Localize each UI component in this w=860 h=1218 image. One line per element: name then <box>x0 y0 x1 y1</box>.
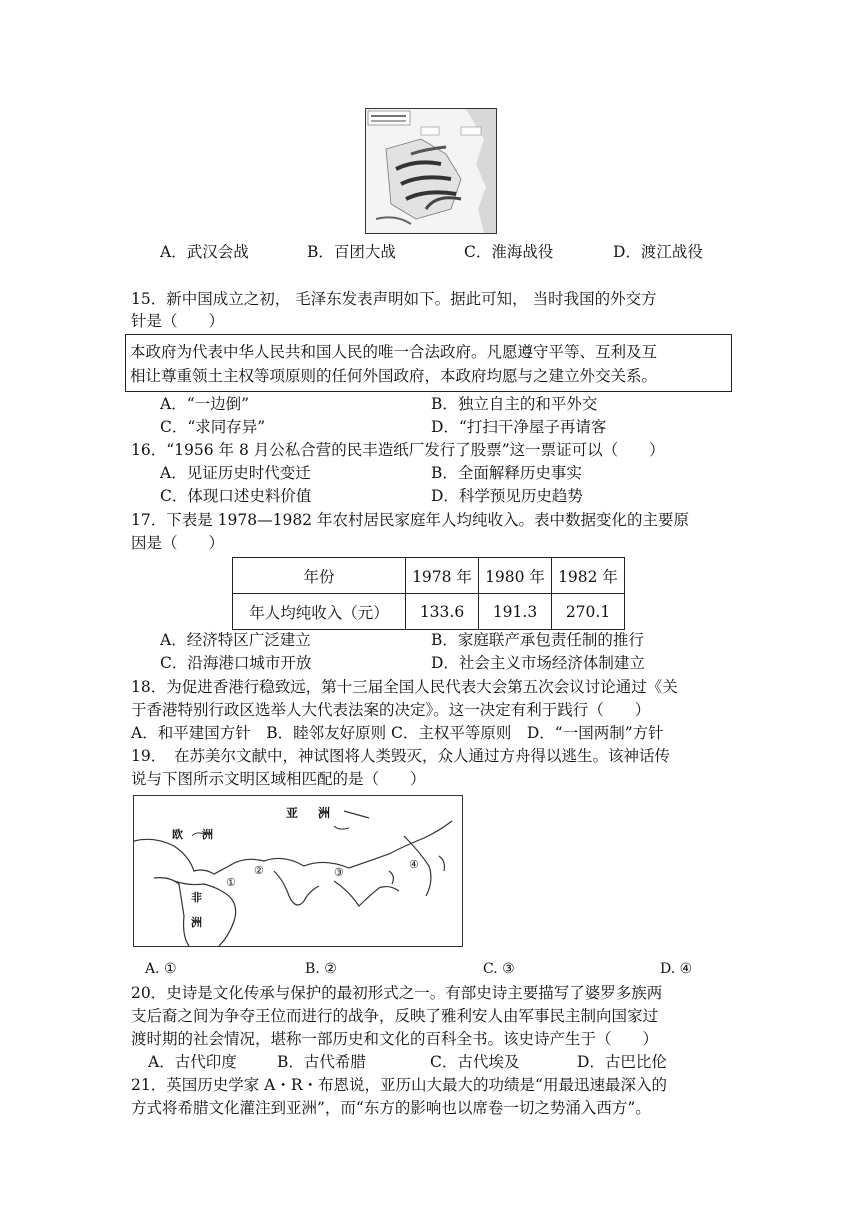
quote-box <box>125 334 732 392</box>
map-label-asia-1: 亚 <box>286 806 299 820</box>
table-cell: 270.1 <box>552 594 625 630</box>
question-17-stem: 17．下表是 1978—1982 年农村居民家庭年人均纯收入。表中数据变化的主要原 <box>131 511 689 529</box>
option-c: C．“求同存异” <box>160 418 266 436</box>
option-c: C．古代埃及 <box>430 1053 520 1071</box>
map-marker-1: ① <box>226 876 236 889</box>
option-a: A．“一边倒” <box>160 395 250 413</box>
option-a: A．见证历史时代变迁 <box>160 464 311 482</box>
table-cell: 1978 年 <box>406 558 479 594</box>
map-label-europe-1: 欧 <box>172 828 183 841</box>
option-c: C. ③ <box>483 961 515 977</box>
map-label-asia-2: 洲 <box>318 806 331 820</box>
map-marker-4: ④ <box>409 858 419 871</box>
map-marker-2: ② <box>254 864 264 877</box>
option-b: B．百团大战 <box>307 243 396 261</box>
option-d: D．古巴比伦 <box>577 1053 667 1071</box>
map-label-africa-1: 非 <box>191 891 202 904</box>
question-15-stem: 15．新中国成立之初， 毛泽东发表声明如下。据此可知， 当时我国的外交方 <box>131 290 657 308</box>
question-18-stem: 18．为促进香港行稳致远，第十三届全国人民代表大会第五次会议讨论通过《关 <box>131 678 678 696</box>
table-cell: 1982 年 <box>552 558 625 594</box>
option-a: A．经济特区广泛建立 <box>160 631 311 649</box>
question-16-stem: 16．“1956 年 8 月公私合营的民丰造纸厂发行了股票”这一票证可以（ ） <box>131 441 665 459</box>
map-label-europe-2: 洲 <box>202 828 213 841</box>
table-cell: 年人均纯收入（元） <box>233 594 406 630</box>
table-cell: 1980 年 <box>479 558 552 594</box>
option-d: D．渡江战役 <box>613 243 703 261</box>
question-20-stem-cont2: 渡时期的社会情况，堪称一部历史和文化的百科全书。该史诗产生于（ ） <box>131 1030 659 1048</box>
option-b: B．家庭联产承包责任制的推行 <box>431 631 644 649</box>
option-d: D．“打扫干净屋子再请客 <box>431 418 607 436</box>
option-b: B. ② <box>305 961 337 977</box>
quote-line-1: 本政府为代表中华人民共和国人民的唯一合法政府。凡愿遵守平等、互利及互 <box>130 343 658 361</box>
table-cell: 133.6 <box>406 594 479 630</box>
question-15-stem-cont: 针是（ ） <box>131 312 225 330</box>
civilization-map-image <box>133 795 463 947</box>
option-c: C．体现口述史料价值 <box>160 487 312 505</box>
option-a: A．武汉会战 <box>160 243 249 261</box>
battle-map-image <box>365 108 497 234</box>
question-18-stem-cont: 于香港特别行政区选举人大代表法案的决定》。这一决定有利于践行（ ） <box>131 701 651 719</box>
option-c: C．沿海港口城市开放 <box>160 654 312 672</box>
option-d: D. ④ <box>660 961 693 977</box>
option-b: B．全面解释历史事实 <box>431 464 582 482</box>
quote-line-2: 相让尊重领土主权等项原则的任何外国政府，本政府均愿与之建立外交关系。 <box>130 367 658 385</box>
question-19-stem-cont: 说与下图所示文明区域相匹配的是（ ） <box>131 770 426 788</box>
question-20-stem-cont1: 支后裔之间为争夺王位而进行的战争，反映了雅利安人由军事民主制向国家过 <box>131 1007 659 1025</box>
table-row <box>233 594 625 630</box>
question-18-options: A．和平建国方针 B．睦邻友好原则 C．主权平等原则 D．“一国两制”方针 <box>131 724 664 742</box>
option-b: B．古代希腊 <box>277 1053 366 1071</box>
option-d: D．科学预见历史趋势 <box>431 487 583 505</box>
option-a: A. ① <box>145 961 177 977</box>
table-header-row <box>233 558 625 594</box>
option-a: A．古代印度 <box>148 1053 237 1071</box>
option-d: D．社会主义市场经济体制建立 <box>431 654 645 672</box>
option-b: B．独立自主的和平外交 <box>431 395 598 413</box>
question-21-stem: 21．英国历史学家 A・R・布恩说，亚历山大最大的功绩是“用最迅速最深入的 <box>131 1076 667 1094</box>
table-cell: 191.3 <box>479 594 552 630</box>
map-marker-3: ③ <box>334 866 344 879</box>
table-cell: 年份 <box>233 558 406 594</box>
question-20-stem: 20．史诗是文化传承与保护的最初形式之一。有部史诗主要描写了婆罗多族两 <box>131 984 663 1002</box>
question-19-stem: 19． 在苏美尔文献中，神试图将人类毁灭，众人通过方舟得以逃生。该神话传 <box>131 747 670 765</box>
question-17-stem-cont: 因是（ ） <box>131 534 225 552</box>
income-table <box>232 557 625 630</box>
option-c: C．淮海战役 <box>464 243 554 261</box>
map-label-africa-2: 洲 <box>191 916 202 929</box>
question-21-stem-cont: 方式将希腊文化灌注到亚洲”，而“东方的影响也以席卷一切之势涌入西方”。 <box>131 1099 651 1117</box>
